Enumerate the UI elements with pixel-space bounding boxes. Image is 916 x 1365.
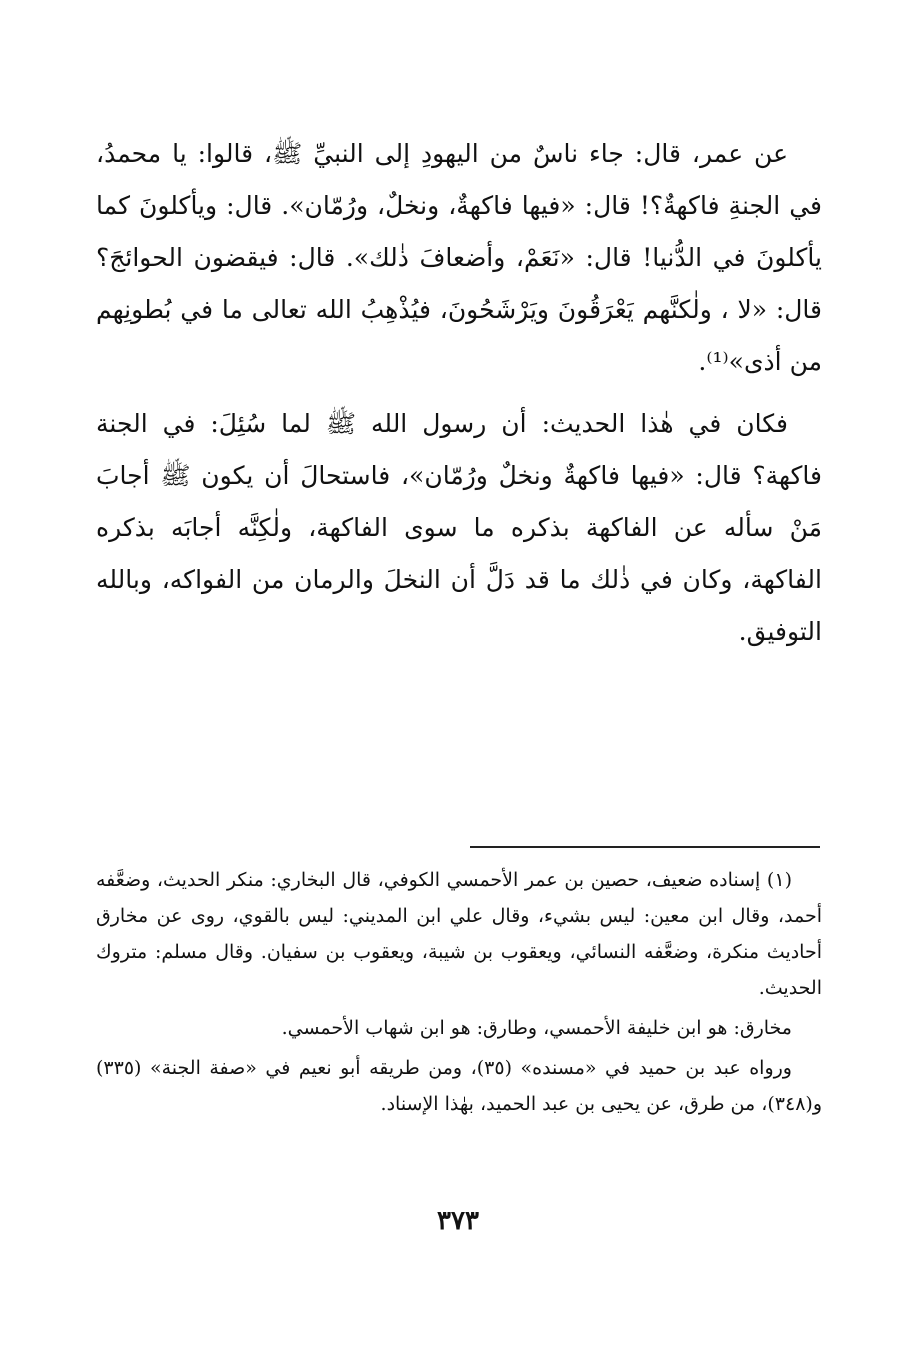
main-paragraph-1: عن عمر، قال: جاء ناسٌ من اليهودِ إلى النبيِّ ﷺ، قالوا: يا محمدُ، في الجنةِ فاكهةٌ؟! قال: «فيها فاكهةٌ، ونخلٌ، ورُمّان». قال: ويأكلونَ كما يأكلونَ في الدُّنيا! قال: «نَعَمْ، وأضعافَ ذٰلك». قال: فيقضون الحوائجَ؟ قال: «لا ، ولٰكنَّهم يَعْرَقُونَ ويَرْشَحُونَ، فيُذْهِبُ الله تعالى ما في بُطونِهم من أذى»⁽¹⁾. [96,139,822,376]
footnote-paragraph-2: مخارق: هو ابن خليفة الأحمسي، وطارق: هو ابن شهاب الأحمسي. [281,1017,792,1039]
footnote-paragraph-1: (١) إسناده ضعيف، حصين بن عمر الأحمسي الكوفي، قال البخاري: منكر الحديث، وضعَّفه أحمد، وقال ابن معين: ليس بشيء، وقال علي ابن المديني: ليس بالقوي، روى عن مخارق أحاديث منكرة، وضعَّفه النسائي، ويعقوب بن شيبة، ويعقوب بن سفيان. وقال مسلم: متروك الحديث. [96,869,822,999]
page-number: ٣٧٣ [437,1206,479,1236]
main-text [96,128,822,668]
footnote-divider [470,846,820,848]
footnote-paragraph-3: ورواه عبد بن حميد في «مسنده» (٣٥)، ومن طريقه أبو نعيم في «صفة الجنة» (٣٣٥) و(٣٤٨)، من طرق، عن يحيى بن عبد الحميد، بهٰذا الإسناد. [96,1057,822,1115]
main-paragraph-2: فكان في هٰذا الحديث: أن رسول الله ﷺ لما سُئِلَ: في الجنة فاكهة؟ قال: «فيها فاكهةٌ ونخلٌ ورُمّان»، فاستحالَ أن يكون ﷺ أجابَ مَنْ سأله عن الفاكهة بذكره ما سوى الفاكهة، ولٰكِنَّه أجابَه بذكره الفاكهة، وكان في ذٰلك ما قد دَلَّ أن النخلَ والرمان من الفواكه، وبالله التوفيق. [96,409,822,646]
footnotes [96,862,822,1126]
